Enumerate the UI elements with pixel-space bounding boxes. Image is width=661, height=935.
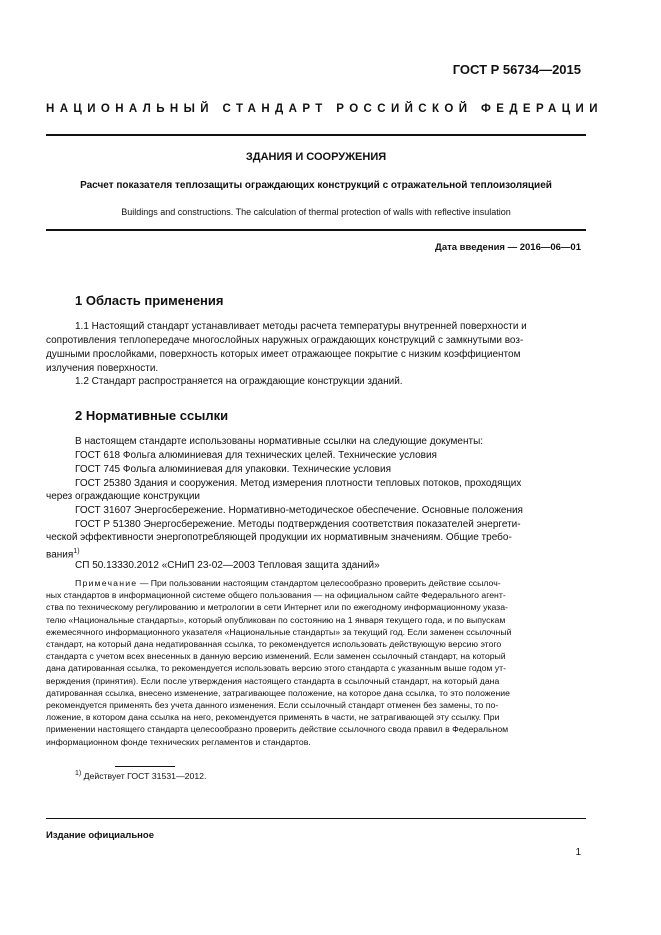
text-line: ных стандартов в информационной системе общего пользования — на официальном сайте Федерального агент- [46,590,506,601]
text-line: дана датированная ссылка, то рекомендуется использовать версию этого стандарта с указанным выше годом ут- [46,663,507,674]
text-line: 1.1 Настоящий стандарт устанавливает методы расчета температуры внутренней поверхности и [75,321,527,332]
text-line: ГОСТ Р 51380 Энергосбережение. Методы подтверждения соответствия показателей энергети- [75,519,521,530]
text-line: стандарта с учетом всех внесенных в данную версию изменений. Если заменен ссылочный стандарт, на который [46,651,506,662]
text-line: через ограждающие конструкции [46,491,200,502]
footnote-reference: 1) [73,548,80,555]
text-line: душными прослойками, поверхность которых имеет отражающее покрытие с низким коэффициентом [46,349,521,360]
footnote: $^{1)}$ Действует ГОСТ 31531—2012. [75,770,207,781]
text-line: ежемесячного информационного указателя «Национальные стандарты» за текущий год. Если заменен ссылочный [46,626,512,637]
page-number: 1 [575,847,581,858]
text-line: стандарт, на который дана недатированная ссылка, то рекомендуется использовать действующую версию этого [46,639,502,649]
official-edition-label: Издание официальное [46,830,154,841]
footer-rule [46,818,586,819]
title-group: ЗДАНИЯ И СООРУЖЕНИЯ [245,151,387,163]
section-1-body [46,320,586,390]
text-line: СП 50.13330.2012 «СНиП 23-02—2003 Тепловая защита зданий» [75,560,380,571]
header-rule [46,134,586,136]
text-line: ложение, в котором дана ссылка на него, рекомендуется применять в части, не затрагивающей эту ссылку. При [46,712,500,723]
document-code: ГОСТ Р 56734—2015 [452,62,581,77]
text-line: телю «Национальные стандарты», который опубликован по состоянию на 1 января текущего года, и по выпускам [46,614,506,625]
footnote-rule [115,766,175,767]
text-line: информационном фонде технических регламентов и стандартов. [46,736,311,747]
title-english: Buildings and constructions. The calculation of thermal protection of walls with reflective insulation [121,207,511,217]
text-line: В настоящем стандарте использованы нормативные ссылки на следующие документы: [75,436,484,447]
text-line: 1.2 Стандарт распространяется на ограждающие конструкции зданий. [75,376,403,387]
text-line: применении настоящего стандарта целесообразно проверить действие ссылочного свода правил в Федеральном [46,724,509,735]
text-line: вания$^{1)}$ [46,548,80,561]
text-line: верждения (принятия). Если после утверждения настоящего стандарта в ссылочный стандарт, на который дана [46,675,500,686]
text-line: ства по техническому регулированию и метрологии в сети Интернет или по ежегодному информационному указа- [46,602,508,613]
section-2-body [46,435,586,575]
title-rule [46,229,586,231]
title-russian: Расчет показателя теплозащиты ограждающих конструкций с отражательной теплоизоляцией [80,180,552,191]
text-line: датированная ссылка, внесено изменение, затрагивающее положение, на которое дана ссылка, то это положение [46,687,510,698]
section-1-heading: 1 Область применения [75,293,224,308]
note-label: Примечание [75,578,138,588]
introduction-date: Дата введения — 2016—06—01 [435,242,581,253]
text-line: ГОСТ 25380 Здания и сооружения. Метод измерения плотности тепловых потоков, проходящих [75,478,522,489]
footnote-marker: 1) [75,770,82,777]
note-block [46,577,586,757]
text-line: сопротивления теплопередаче многослойных наружных ограждающих конструкций с замкнутыми воз- [46,335,524,346]
text-line: рекомендуется применять без учета данного изменения. Если ссылочный стандарт отменен без замены, то по- [46,700,499,710]
national-standard-banner: НАЦИОНАЛЬНЫЙ СТАНДАРТ РОССИЙСКОЙ ФЕДЕРАЦИИ [46,103,603,115]
text-line: ческой эффективности энергопотребляющей продукции их нормативным значениям. Общие требо- [46,532,512,543]
text-line: ГОСТ 31607 Энергосбережение. Нормативно-методическое обеспечение. Основные положения [75,505,523,516]
section-2-heading: 2 Нормативные ссылки [75,408,229,423]
text-line: Примечание — При пользовании настоящим стандартом целесообразно проверить действие ссылоч- [75,578,501,588]
text-line: ГОСТ 618 Фольга алюминиевая для технических целей. Технические условия [75,450,437,461]
text-line: ГОСТ 745 Фольга алюминиевая для упаковки. Технические условия [75,464,391,475]
text-line: излучения поверхности. [46,363,159,374]
